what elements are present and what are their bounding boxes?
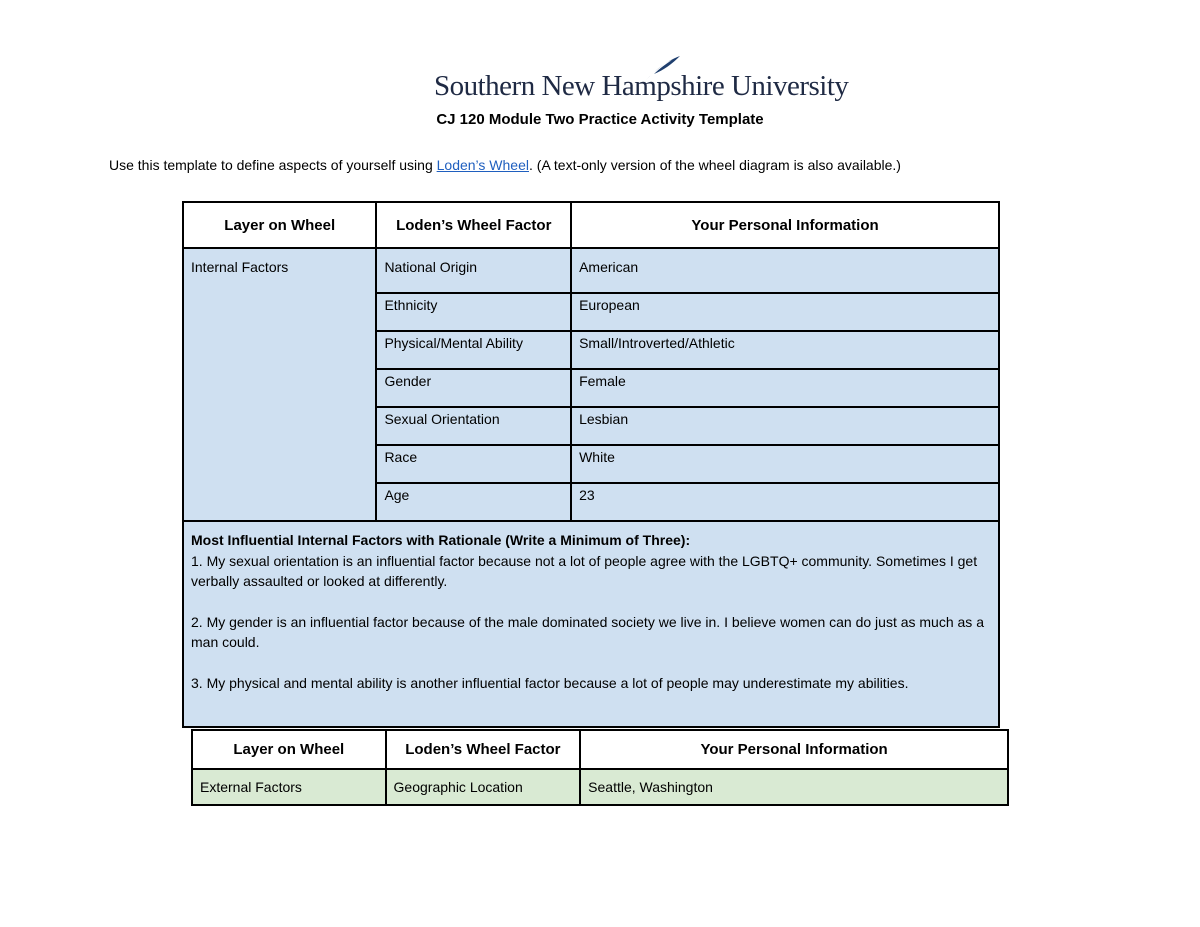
layer-cell: External Factors <box>192 769 386 805</box>
header-factor: Loden’s Wheel Factor <box>376 202 571 248</box>
university-logo <box>434 54 849 106</box>
document-title: CJ 120 Module Two Practice Activity Template <box>436 111 764 128</box>
lodens-wheel-link[interactable]: Loden’s Wheel <box>436 157 529 173</box>
header-row <box>183 202 999 248</box>
logo-text: Southern New Hampshire University <box>434 70 849 102</box>
intro-text-before: Use this template to define aspects of yourself using <box>109 157 437 173</box>
factor-cell: National Origin <box>376 248 571 293</box>
factor-cell: Physical/Mental Ability <box>376 331 571 369</box>
table-row <box>183 248 999 293</box>
rationale-item-3: 3. My physical and mental ability is another influential factor because a lot of people may underestimate my abilities. <box>191 674 909 691</box>
info-cell: Small/Introverted/Athletic <box>571 331 999 369</box>
info-cell: White <box>571 445 999 483</box>
factor-cell: Gender <box>376 369 571 407</box>
rationale-heading: Most Influential Internal Factors with Rationale (Write a Minimum of Three): <box>191 532 691 548</box>
header-factor: Loden’s Wheel Factor <box>386 730 581 769</box>
intro-paragraph <box>109 157 901 173</box>
factor-cell: Age <box>376 483 571 521</box>
intro-text-after: . (A text-only version of the wheel diagram is also available.) <box>529 157 901 173</box>
factor-cell: Race <box>376 445 571 483</box>
info-cell: Female <box>571 369 999 407</box>
rationale-item-1: 1. My sexual orientation is an influential factor because not a lot of people agree with the LGBTQ+ community. Sometimes I get verbally assaulted or looked at differently. <box>191 552 978 589</box>
info-cell: American <box>571 248 999 293</box>
info-cell: Lesbian <box>571 407 999 445</box>
factor-cell: Sexual Orientation <box>376 407 571 445</box>
internal-factors-table <box>182 201 1000 728</box>
table-row <box>192 769 1008 805</box>
info-cell: Seattle, Washington <box>580 769 1008 805</box>
rationale-item-2: 2. My gender is an influential factor because of the male dominated society we live in. I believe women can do just as much as a man could. <box>191 613 984 650</box>
info-cell: European <box>571 293 999 331</box>
header-info: Your Personal Information <box>571 202 999 248</box>
external-factors-table <box>191 729 1009 806</box>
header-row <box>192 730 1008 769</box>
factor-cell: Geographic Location <box>386 769 581 805</box>
rationale-cell <box>183 521 999 727</box>
info-cell: 23 <box>571 483 999 521</box>
header-layer: Layer on Wheel <box>183 202 376 248</box>
factor-cell: Ethnicity <box>376 293 571 331</box>
header-info: Your Personal Information <box>580 730 1008 769</box>
header-layer: Layer on Wheel <box>192 730 386 769</box>
layer-cell: Internal Factors <box>183 248 376 521</box>
rationale-row <box>183 521 999 727</box>
